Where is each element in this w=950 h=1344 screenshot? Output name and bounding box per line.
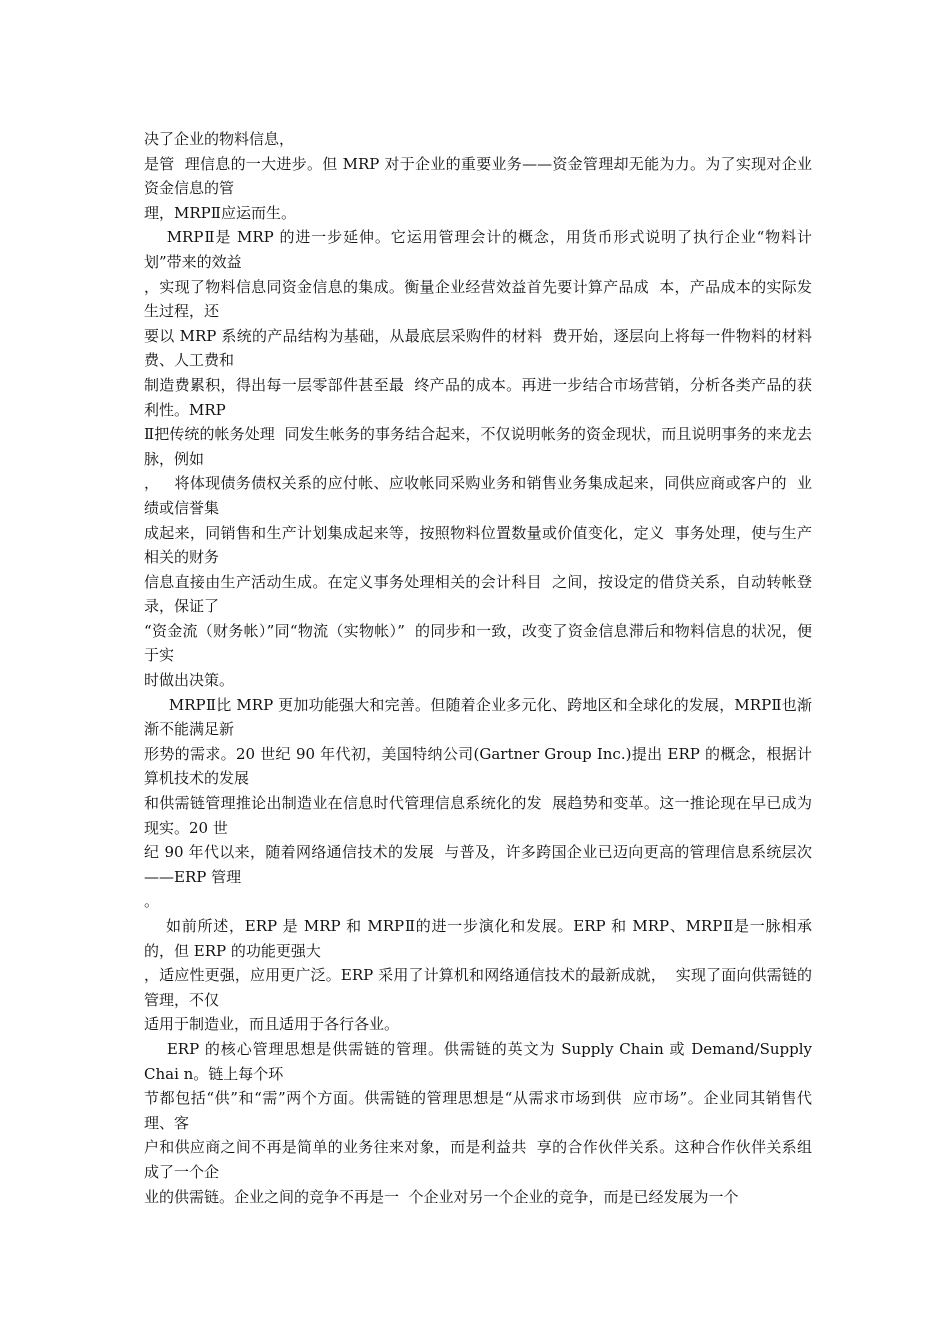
paragraph: 业的供需链。企业之间的竞争不再是一 个企业对另一个企业的竞争，而是已经发展为一个 — [144, 1187, 739, 1206]
paragraph: 决了企业的物料信息， — [144, 130, 295, 148]
paragraph: 如前所述，ERP 是 MRP 和 MRPⅡ的进一步演化和发展。ERP 和 MRP、MRPⅡ是一脉相承的，但 ERP 的功能更强大 — [144, 917, 812, 960]
paragraph: Ⅱ把传统的帐务处理 同发生帐务的事务结合起来，不仅说明帐务的资金现状，而且说明事务的来龙去脉，例如 — [144, 425, 812, 468]
paragraph: ERP 的核心管理思想是供需链的管理。供需链的英文为 Supply Chain 或 Demand/Supply Chai n。链上每个环 — [144, 1039, 817, 1083]
paragraph: 节都包括“供”和“需”两个方面。供需链的管理思想是“从需求市场到供 应市场”。企业同其销售代理、客 — [144, 1089, 812, 1132]
paragraph: ，适应性更强，应用更广泛。ERP 采用了计算机和网络通信技术的最新成就， 实现了面向供需链的管理，不仅 — [144, 966, 812, 1009]
paragraph: 。 — [144, 892, 160, 911]
paragraph: 形势的需求。20 世纪 90 年代初，美国特纳公司(Gartner Group Inc.)提出 ERP 的概念，根据计算机技术的发展 — [144, 744, 812, 788]
paragraph: 成起来，同销售和生产计划集成起来等，按照物料位置数量或价值变化，定义 事务处理，使与生产相关的财务 — [144, 523, 812, 567]
paragraph: 纪 90 年代以来，随着网络通信技术的发展 与普及，许多跨国企业已迈向更高的管理信息系统层次——ERP 管理 — [144, 843, 812, 886]
paragraph: ， 将体现债务债权关系的应付帐、应收帐同采购业务和销售业务集成起来，同供应商或客户的 业绩或信誉集 — [144, 474, 812, 517]
paragraph: 制造费累积，得出每一层零部件甚至最 终产品的成本。再进一步结合市场营销，分析各类产品的获利性。MRP — [144, 375, 812, 419]
body-text — [144, 127, 822, 1209]
paragraph: 和供需链管理推论出制造业在信息时代管理信息系统化的发 展趋势和变革。这一推论现在早已成为现实。20 世 — [144, 794, 812, 837]
paragraph: 信息直接由生产活动生成。在定义事务处理相关的会计科目 之间，按设定的借贷关系，自动转帐登录，保证了 — [144, 572, 812, 616]
paragraph: 理，MRPⅡ应运而生。 — [144, 203, 296, 222]
paragraph: MRPⅡ是 MRP 的进一步延伸。它运用管理会计的概念，用货币形式说明了执行企业“物料计 划”带来的效益 — [144, 228, 822, 271]
paragraph: ，实现了物料信息同资金信息的集成。衡量企业经营效益首先要计算产品成 本，产品成本的实际发生过程，还 — [144, 277, 812, 321]
paragraph: 时做出决策。 — [144, 671, 235, 690]
paragraph: “资金流（财务帐）”同“物流（实物帐）” 的同步和一致，改变了资金信息滞后和物料信息的状况，便于实 — [144, 621, 812, 665]
paragraph: 是管 理信息的一大进步。但 MRP 对于企业的重要业务——资金管理却无能为力。为了实现对企业 资金信息的管 — [144, 154, 822, 198]
paragraph: MRPⅡ比 MRP 更加功能强大和完善。但随着企业多元化、跨地区和全球化的发展，MRPⅡ也渐 渐不能满足新 — [144, 695, 822, 739]
paragraph: 适用于制造业，而且适用于各行各业。 — [144, 1015, 400, 1034]
paragraph: 户和供应商之间不再是简单的业务往来对象，而是利益共 享的合作伙伴关系。这种合作伙伴关系组成了一个企 — [144, 1138, 812, 1181]
paragraph: 要以 MRP 系统的产品结构为基础，从最底层采购件的材料 费开始，逐层向上将每一件物料的材料费、人工费和 — [144, 326, 812, 370]
